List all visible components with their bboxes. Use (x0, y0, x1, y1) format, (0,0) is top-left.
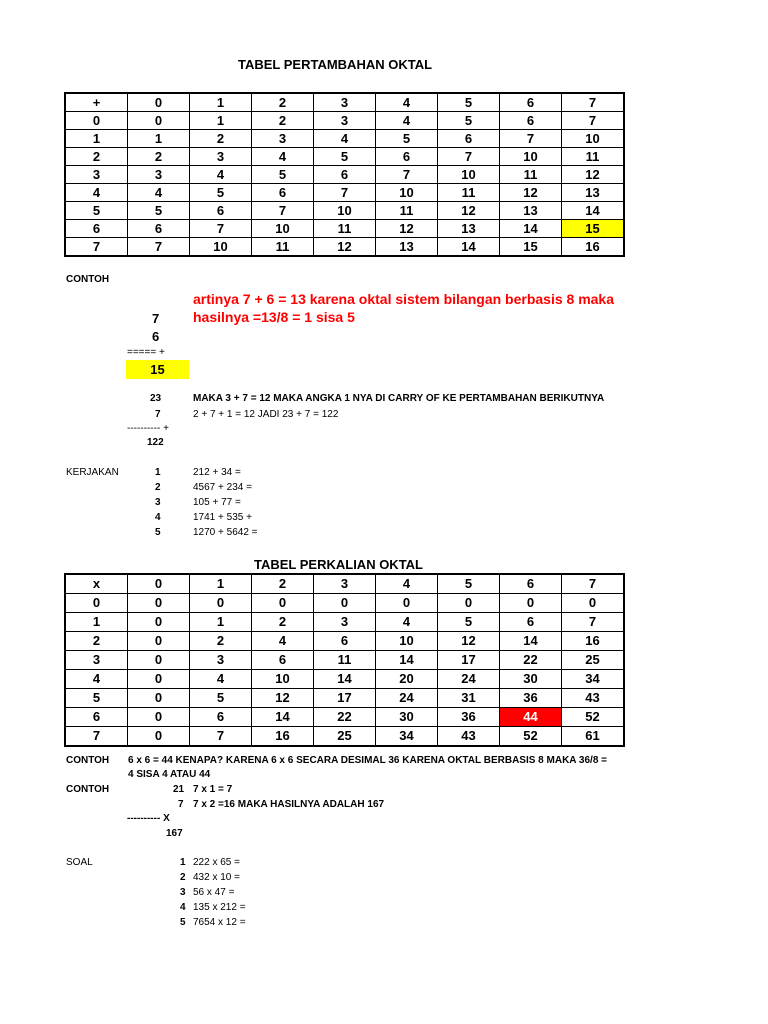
example1-note-line1: artinya 7 + 6 = 13 karena oktal sistem bilangan berbasis 8 maka (193, 291, 614, 307)
problems-item-text: 56 x 47 = (193, 887, 235, 898)
table-cell: 4 (190, 166, 252, 184)
table-cell: 14 (252, 708, 314, 727)
table-cell: 4 (252, 632, 314, 651)
problems-item-text: 222 x 65 = (193, 857, 240, 868)
row-header-cell: 0 (65, 112, 128, 130)
table-row (65, 130, 624, 148)
header-cell: 4 (376, 93, 438, 112)
table-cell: 34 (562, 670, 625, 689)
example1-result: 15 (126, 360, 189, 379)
row-header-cell: 3 (65, 651, 128, 670)
table-cell: 4 (376, 613, 438, 632)
table-cell: 4 (314, 130, 376, 148)
table-cell: 12 (252, 689, 314, 708)
table-cell: 30 (500, 670, 562, 689)
table-cell: 52 (562, 708, 625, 727)
example2-note-line2: 2 + 7 + 1 = 12 JADI 23 + 7 = 122 (193, 409, 339, 420)
table-cell: 36 (438, 708, 500, 727)
table-cell: 24 (376, 689, 438, 708)
table-cell: 0 (314, 594, 376, 613)
example4-operand-b: 7 (178, 799, 184, 810)
problems-label: SOAL (66, 857, 93, 868)
table-cell: 7 (438, 148, 500, 166)
table-cell: 0 (128, 689, 190, 708)
table-cell: 0 (500, 594, 562, 613)
table-cell: 3 (190, 651, 252, 670)
table-cell: 0 (128, 727, 190, 747)
header-cell: 6 (500, 93, 562, 112)
example4-label: CONTOH (66, 784, 110, 795)
table-cell: 5 (128, 202, 190, 220)
table-cell: 6 (314, 632, 376, 651)
header-cell: 2 (252, 93, 314, 112)
table-cell: 12 (500, 184, 562, 202)
row-header-cell: 1 (65, 613, 128, 632)
table-cell: 0 (128, 708, 190, 727)
table-cell: 6 (190, 708, 252, 727)
example4-separator: ---------- X (127, 813, 170, 824)
row-header-cell: 6 (65, 708, 128, 727)
table-cell: 16 (562, 632, 625, 651)
exercise-item-number: 2 (155, 482, 161, 493)
table-cell: 0 (438, 594, 500, 613)
table-row (65, 632, 624, 651)
table-cell: 5 (252, 166, 314, 184)
example1-note-line2: hasilnya =13/8 = 1 sisa 5 (193, 309, 355, 325)
table-row (65, 651, 624, 670)
example1-operand-a: 7 (152, 311, 160, 326)
row-header-cell: 0 (65, 594, 128, 613)
table-cell: 4 (128, 184, 190, 202)
addition-table (64, 92, 625, 257)
table-cell: 2 (252, 112, 314, 130)
example3-line2: 4 SISA 4 ATAU 44 (128, 769, 211, 780)
table-row (65, 112, 624, 130)
table-cell: 5 (438, 613, 500, 632)
example3-line1: 6 x 6 = 44 KENAPA? KARENA 6 x 6 SECARA DESIMAL 36 KARENA OKTAL BERBASIS 8 MAKA 36/8 = (128, 755, 608, 766)
table-row (65, 594, 624, 613)
table-cell: 3 (252, 130, 314, 148)
problems-item-text: 135 x 212 = (193, 902, 246, 913)
table-row (65, 708, 624, 727)
row-header-cell: 6 (65, 220, 128, 238)
table-cell: 5 (190, 689, 252, 708)
example1-separator: ===== + (127, 347, 165, 358)
table-cell: 6 (500, 112, 562, 130)
table-cell: 6 (376, 148, 438, 166)
table-cell: 25 (314, 727, 376, 747)
header-cell: 4 (376, 574, 438, 594)
table-cell: 0 (562, 594, 625, 613)
table-cell: 6 (314, 166, 376, 184)
table-cell: 15 (562, 220, 625, 238)
row-header-cell: 3 (65, 166, 128, 184)
table-cell: 5 (314, 148, 376, 166)
table-cell: 16 (252, 727, 314, 747)
problems-item-text: 7654 x 12 = (193, 917, 246, 928)
table-cell: 34 (376, 727, 438, 747)
example4-note2: 7 x 2 =16 MAKA HASILNYA ADALAH 167 (193, 799, 385, 810)
table-cell: 2 (252, 613, 314, 632)
exercise-item-number: 5 (155, 527, 161, 538)
table-cell: 15 (500, 238, 562, 257)
exercise-item-text: 105 + 77 = (193, 497, 241, 508)
row-header-cell: 5 (65, 689, 128, 708)
row-header-cell: 1 (65, 130, 128, 148)
table-cell: 10 (376, 632, 438, 651)
header-cell: 0 (128, 93, 190, 112)
table-cell: 10 (252, 670, 314, 689)
table-cell: 10 (252, 220, 314, 238)
table-cell: 11 (438, 184, 500, 202)
table-cell: 6 (500, 613, 562, 632)
example2-separator: ---------- + (127, 423, 169, 434)
table-cell: 4 (190, 670, 252, 689)
problems-item-number: 4 (180, 902, 186, 913)
table-cell: 7 (190, 220, 252, 238)
table-cell: 0 (128, 670, 190, 689)
table-cell: 61 (562, 727, 625, 747)
table-cell: 6 (252, 184, 314, 202)
table-cell: 11 (314, 220, 376, 238)
header-cell: 3 (314, 93, 376, 112)
table-cell: 10 (190, 238, 252, 257)
table-cell: 20 (376, 670, 438, 689)
example4-result: 167 (166, 828, 183, 839)
table-cell: 4 (252, 148, 314, 166)
table-cell: 7 (562, 613, 625, 632)
table-cell: 3 (314, 112, 376, 130)
table-cell: 13 (376, 238, 438, 257)
table-cell: 0 (128, 613, 190, 632)
table-cell: 17 (438, 651, 500, 670)
table-cell: 13 (438, 220, 500, 238)
table-cell: 30 (376, 708, 438, 727)
table-cell: 12 (314, 238, 376, 257)
problems-item-text: 432 x 10 = (193, 872, 240, 883)
table-cell: 7 (252, 202, 314, 220)
table-cell: 5 (190, 184, 252, 202)
table-cell: 11 (314, 651, 376, 670)
table-cell: 0 (128, 112, 190, 130)
exercise-item-number: 3 (155, 497, 161, 508)
row-header-cell: 5 (65, 202, 128, 220)
table-cell: 16 (562, 238, 625, 257)
problems-item-number: 2 (180, 872, 186, 883)
table-row (65, 202, 624, 220)
table-cell: 14 (500, 220, 562, 238)
table-row (65, 613, 624, 632)
table-cell: 6 (438, 130, 500, 148)
exercise-item-text: 1741 + 535 + (193, 512, 252, 523)
exercise-label: KERJAKAN (66, 467, 119, 478)
multiplication-table-title: TABEL PERKALIAN OKTAL (254, 557, 423, 572)
table-cell: 31 (438, 689, 500, 708)
table-cell: 2 (190, 632, 252, 651)
table-cell: 14 (562, 202, 625, 220)
table-cell: 52 (500, 727, 562, 747)
example1-operand-b: 6 (152, 329, 160, 344)
addition-table-title: TABEL PERTAMBAHAN OKTAL (238, 57, 433, 72)
header-cell: 6 (500, 574, 562, 594)
table-cell: 3 (314, 613, 376, 632)
table-cell: 1 (128, 130, 190, 148)
exercise-item-text: 212 + 34 = (193, 467, 241, 478)
header-cell: 0 (128, 574, 190, 594)
problems-item-number: 1 (180, 857, 186, 868)
table-cell: 2 (190, 130, 252, 148)
row-header-cell: 4 (65, 670, 128, 689)
table-row (65, 574, 624, 594)
row-header-cell: 7 (65, 727, 128, 747)
table-cell: 10 (314, 202, 376, 220)
exercise-item-text: 4567 + 234 = (193, 482, 252, 493)
header-cell: 1 (190, 574, 252, 594)
table-row (65, 166, 624, 184)
table-cell: 1 (190, 613, 252, 632)
table-cell: 5 (376, 130, 438, 148)
table-row (65, 184, 624, 202)
table-cell: 25 (562, 651, 625, 670)
table-cell: 6 (190, 202, 252, 220)
table-cell: 11 (562, 148, 625, 166)
table-row (65, 93, 624, 112)
table-cell: 14 (500, 632, 562, 651)
table-cell: 3 (128, 166, 190, 184)
table-cell: 12 (438, 632, 500, 651)
example2-note-line1: MAKA 3 + 7 = 12 MAKA ANGKA 1 NYA DI CARRY OF KE PERTAMBAHAN BERIKUTNYA (193, 393, 605, 404)
table-cell: 22 (500, 651, 562, 670)
table-cell: 0 (128, 651, 190, 670)
table-cell: 0 (128, 632, 190, 651)
exercise-item-number: 4 (155, 512, 161, 523)
table-cell: 4 (376, 112, 438, 130)
table-cell: 0 (252, 594, 314, 613)
example2-operand-b: 7 (155, 409, 161, 420)
table-cell: 12 (438, 202, 500, 220)
example3-label: CONTOH (66, 755, 110, 766)
problems-item-number: 5 (180, 917, 186, 928)
row-header-cell: 2 (65, 632, 128, 651)
header-cell: 1 (190, 93, 252, 112)
table-cell: 11 (252, 238, 314, 257)
example2-operand-a: 23 (150, 393, 162, 404)
header-cell: + (65, 93, 128, 112)
example4-operand-a: 21 (173, 784, 185, 795)
table-cell: 6 (128, 220, 190, 238)
table-cell: 14 (376, 651, 438, 670)
table-cell: 17 (314, 689, 376, 708)
table-cell: 43 (438, 727, 500, 747)
table-row (65, 670, 624, 689)
table-cell: 14 (438, 238, 500, 257)
problems-item-number: 3 (180, 887, 186, 898)
table-cell: 0 (376, 594, 438, 613)
table-row (65, 220, 624, 238)
table-cell: 10 (562, 130, 625, 148)
row-header-cell: 7 (65, 238, 128, 257)
table-cell: 13 (562, 184, 625, 202)
table-cell: 10 (376, 184, 438, 202)
table-cell: 43 (562, 689, 625, 708)
table-cell: 24 (438, 670, 500, 689)
table-cell: 0 (190, 594, 252, 613)
multiplication-table (64, 573, 625, 747)
table-cell: 0 (128, 594, 190, 613)
table-cell: 2 (128, 148, 190, 166)
table-cell: 5 (438, 112, 500, 130)
table-row (65, 689, 624, 708)
table-cell: 10 (500, 148, 562, 166)
table-cell: 7 (500, 130, 562, 148)
table-cell: 12 (562, 166, 625, 184)
table-cell: 22 (314, 708, 376, 727)
table-cell: 6 (252, 651, 314, 670)
table-cell: 13 (500, 202, 562, 220)
header-cell: 2 (252, 574, 314, 594)
table-cell: 14 (314, 670, 376, 689)
table-cell: 11 (500, 166, 562, 184)
table-cell: 7 (562, 112, 625, 130)
example4-note1: 7 x 1 = 7 (193, 784, 233, 795)
header-cell: 7 (562, 574, 625, 594)
header-cell: 5 (438, 93, 500, 112)
table-cell: 12 (376, 220, 438, 238)
exercise-item-text: 1270 + 5642 = (193, 527, 258, 538)
table-cell: 7 (128, 238, 190, 257)
table-cell: 1 (190, 112, 252, 130)
header-cell: 7 (562, 93, 625, 112)
table-cell: 3 (190, 148, 252, 166)
table-cell: 7 (314, 184, 376, 202)
header-cell: 3 (314, 574, 376, 594)
header-cell: 5 (438, 574, 500, 594)
example1-label: CONTOH (66, 274, 110, 285)
header-cell: x (65, 574, 128, 594)
table-row (65, 727, 624, 747)
table-cell: 7 (376, 166, 438, 184)
table-cell: 11 (376, 202, 438, 220)
exercise-item-number: 1 (155, 467, 161, 478)
table-cell: 10 (438, 166, 500, 184)
table-row (65, 148, 624, 166)
table-cell: 36 (500, 689, 562, 708)
table-row (65, 238, 624, 257)
table-cell: 44 (500, 708, 562, 727)
row-header-cell: 4 (65, 184, 128, 202)
table-cell: 7 (190, 727, 252, 747)
row-header-cell: 2 (65, 148, 128, 166)
example2-result: 122 (147, 437, 164, 448)
